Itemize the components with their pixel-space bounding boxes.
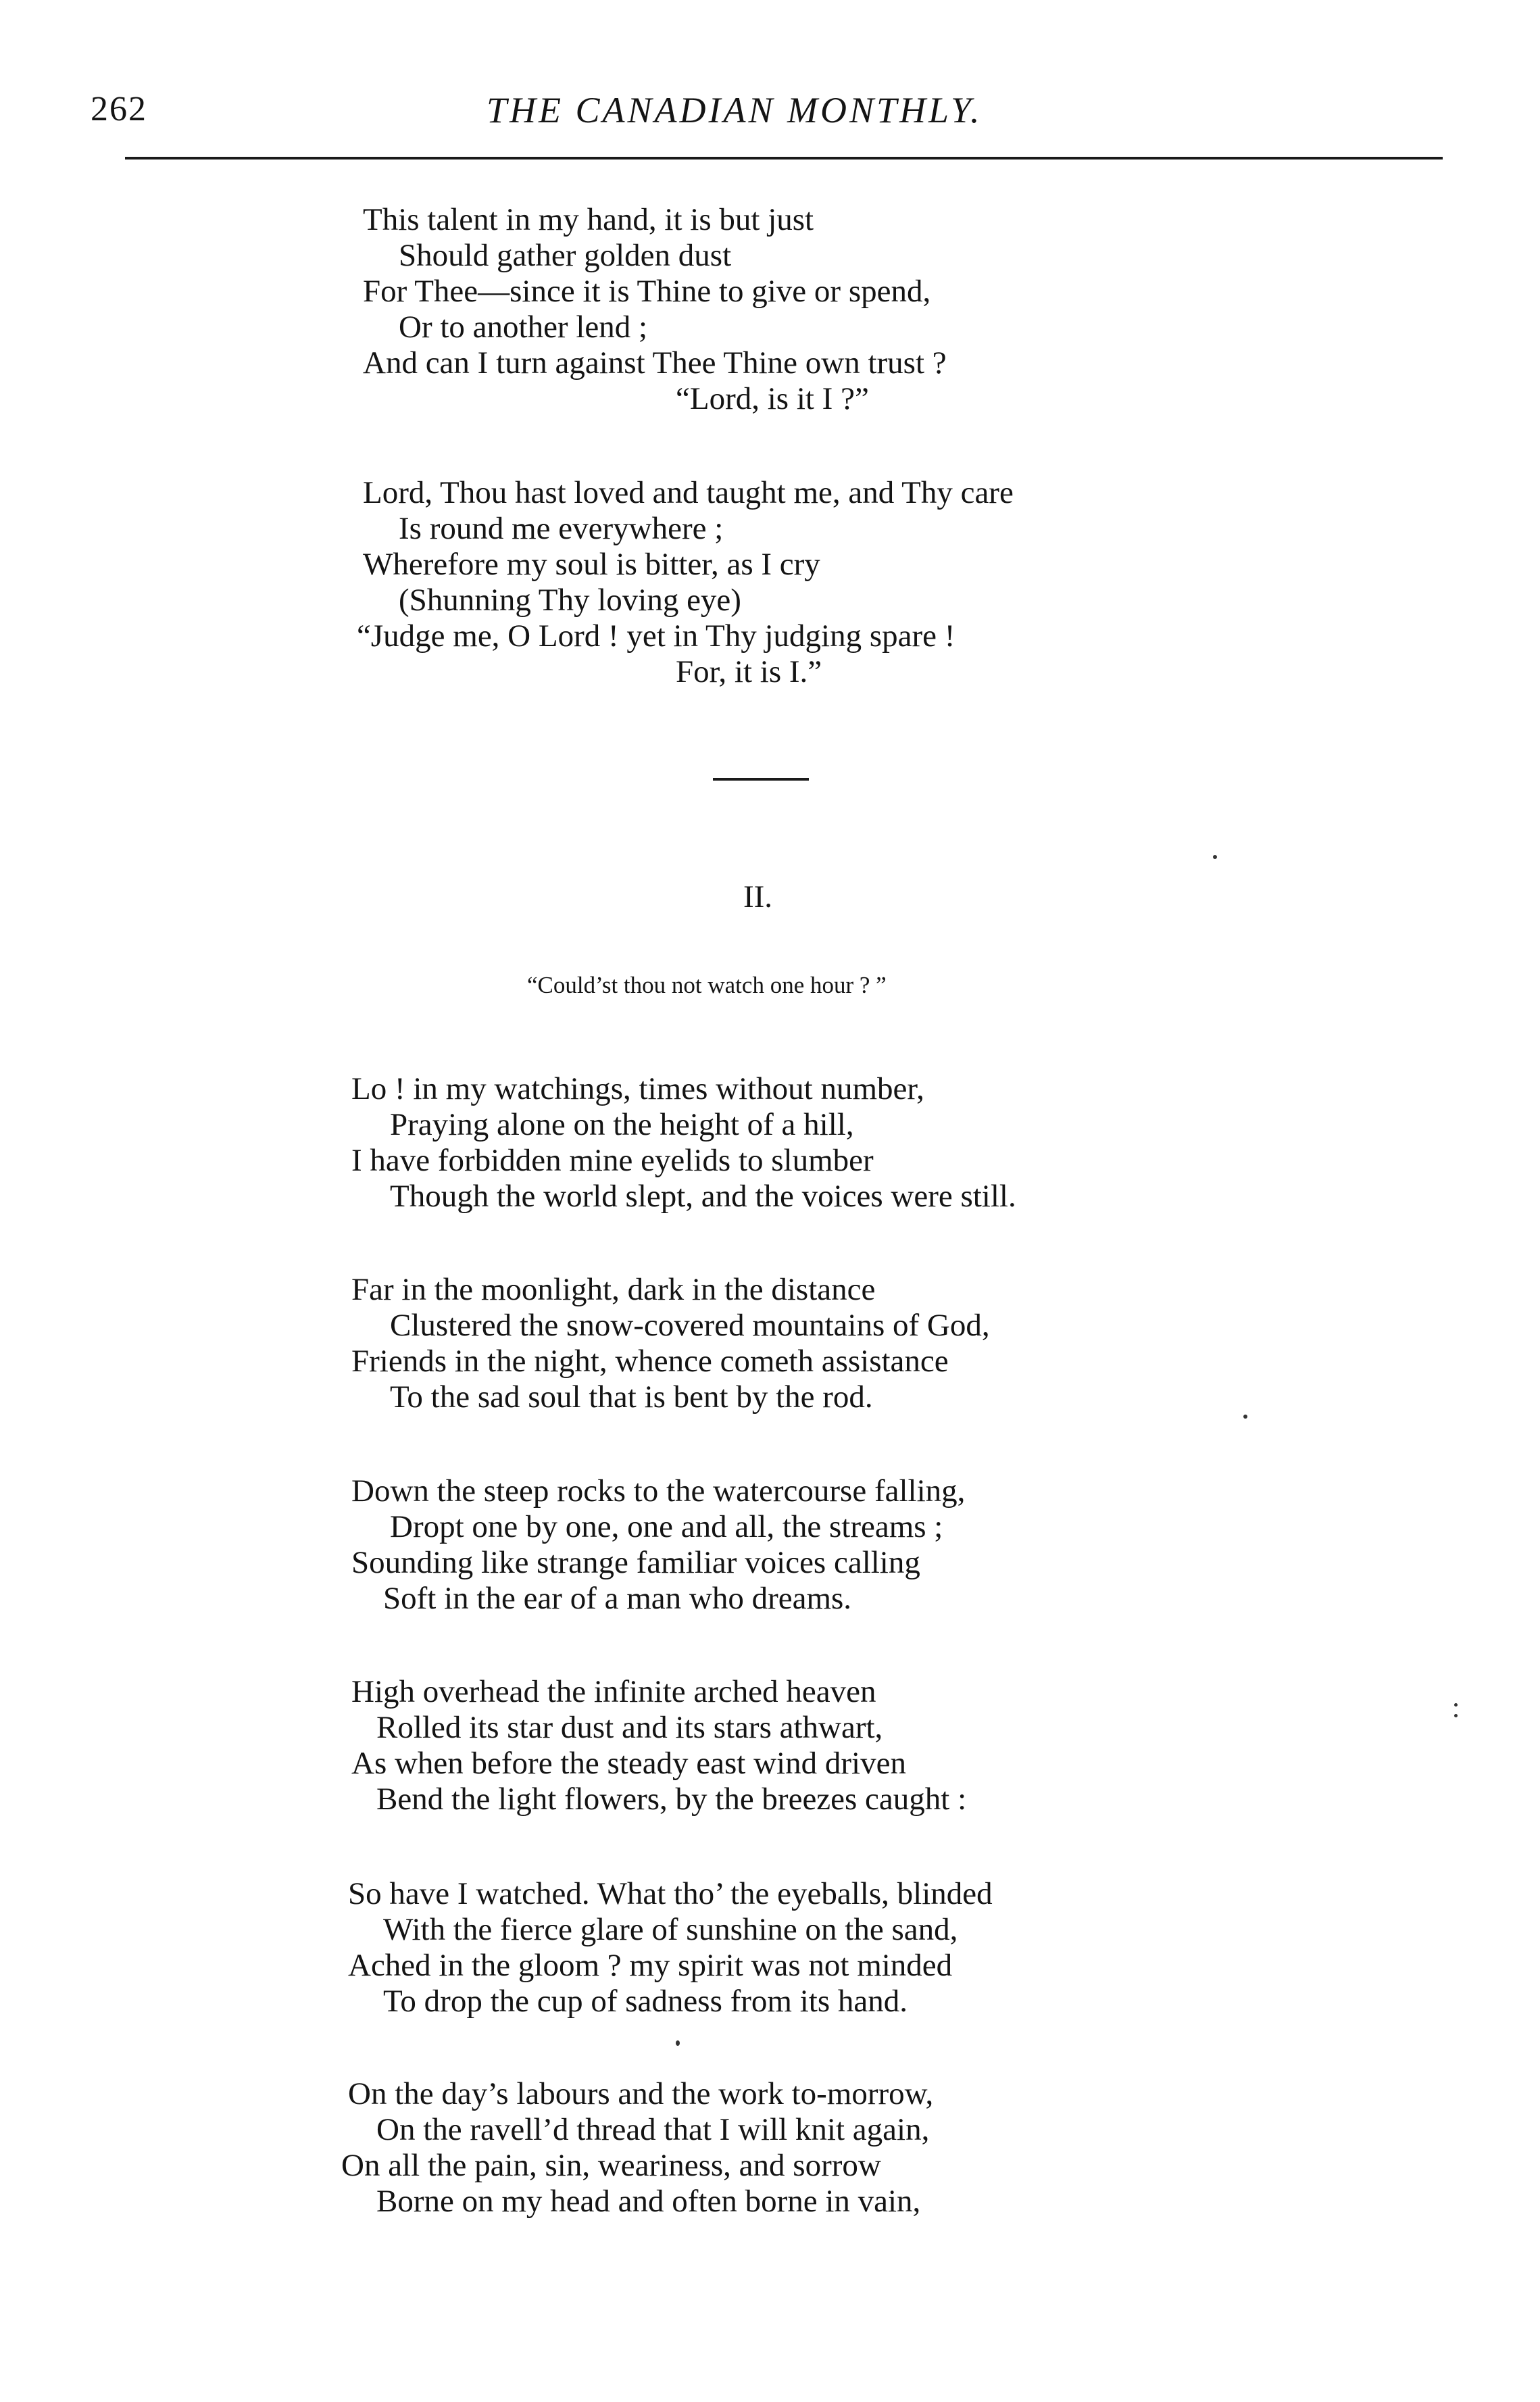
poem-line: Praying alone on the height of a hill, [390, 1107, 854, 1142]
poem-line: Rolled its star dust and its stars athwart, [376, 1710, 883, 1745]
section-number: II. [743, 879, 773, 914]
poem-line: Clustered the snow-covered mountains of God, [390, 1308, 990, 1343]
scan-speck [676, 2040, 680, 2046]
poem-line: Ached in the gloom ? my spirit was not minded [348, 1948, 953, 1983]
poem-line: This talent in my hand, it is but just [363, 202, 814, 237]
epigraph: “Could’st thou not watch one hour ? ” [527, 972, 887, 998]
poem-line: Dropt one by one, one and all, the streams ; [390, 1509, 943, 1544]
running-head: THE CANADIAN MONTHLY. [487, 90, 983, 130]
poem-line: Lo ! in my watchings, times without number, [351, 1071, 924, 1106]
poem-line: Friends in the night, whence cometh assistance [351, 1344, 949, 1379]
poem-line: (Shunning Thy loving eye) [399, 583, 741, 618]
poem-line: On the day’s labours and the work to-morrow, [348, 2076, 934, 2111]
poem-line: Soft in the ear of a man who dreams. [383, 1581, 852, 1616]
poem-line: Borne on my head and often borne in vain, [376, 2184, 921, 2219]
poem-line: To the sad soul that is bent by the rod. [390, 1379, 873, 1415]
poem-line: As when before the steady east wind driven [351, 1746, 906, 1781]
poem-line: Down the steep rocks to the watercourse falling, [351, 1473, 966, 1509]
poem-line: And can I turn against Thee Thine own trust ? [363, 345, 947, 381]
poem-line: Sounding like strange familiar voices calling [351, 1545, 920, 1580]
poem-line: For Thee—since it is Thine to give or spend, [363, 274, 931, 309]
section-divider [713, 778, 809, 781]
poem-line: “Lord, is it I ?” [676, 381, 869, 416]
poem-line: Wherefore my soul is bitter, as I cry [363, 547, 820, 582]
poem-line: Should gather golden dust [399, 238, 732, 273]
poem-line: Bend the light flowers, by the breezes caught : [376, 1782, 967, 1817]
page-number: 262 [91, 90, 147, 128]
poem-line: Though the world slept, and the voices were still. [390, 1179, 1016, 1214]
poem-line: On the ravell’d thread that I will knit again, [376, 2112, 930, 2147]
poem-line: So have I watched. What tho’ the eyeballs, blinded [348, 1876, 993, 1911]
poem-line: Is round me everywhere ; [399, 511, 724, 546]
poem-line: I have forbidden mine eyelids to slumber [351, 1143, 874, 1178]
poem-line: Or to another lend ; [399, 310, 648, 345]
scan-speck [1243, 1415, 1247, 1419]
poem-line: On all the pain, sin, weariness, and sorrow [341, 2148, 881, 2183]
poem-line: “Judge me, O Lord ! yet in Thy judging spare ! [357, 618, 955, 654]
scan-speck [1213, 855, 1217, 859]
header-rule [125, 157, 1443, 160]
poem-line: High overhead the infinite arched heaven [351, 1674, 876, 1709]
scan-speck [1454, 1714, 1458, 1717]
scan-speck [1454, 1703, 1458, 1707]
poem-line: For, it is I.” [676, 654, 822, 689]
poem-line: Lord, Thou hast loved and taught me, and Thy care [363, 475, 1014, 510]
poem-line: To drop the cup of sadness from its hand. [383, 1984, 908, 2019]
poem-line: Far in the moonlight, dark in the distance [351, 1272, 876, 1307]
poem-line: With the fierce glare of sunshine on the sand, [383, 1912, 958, 1947]
